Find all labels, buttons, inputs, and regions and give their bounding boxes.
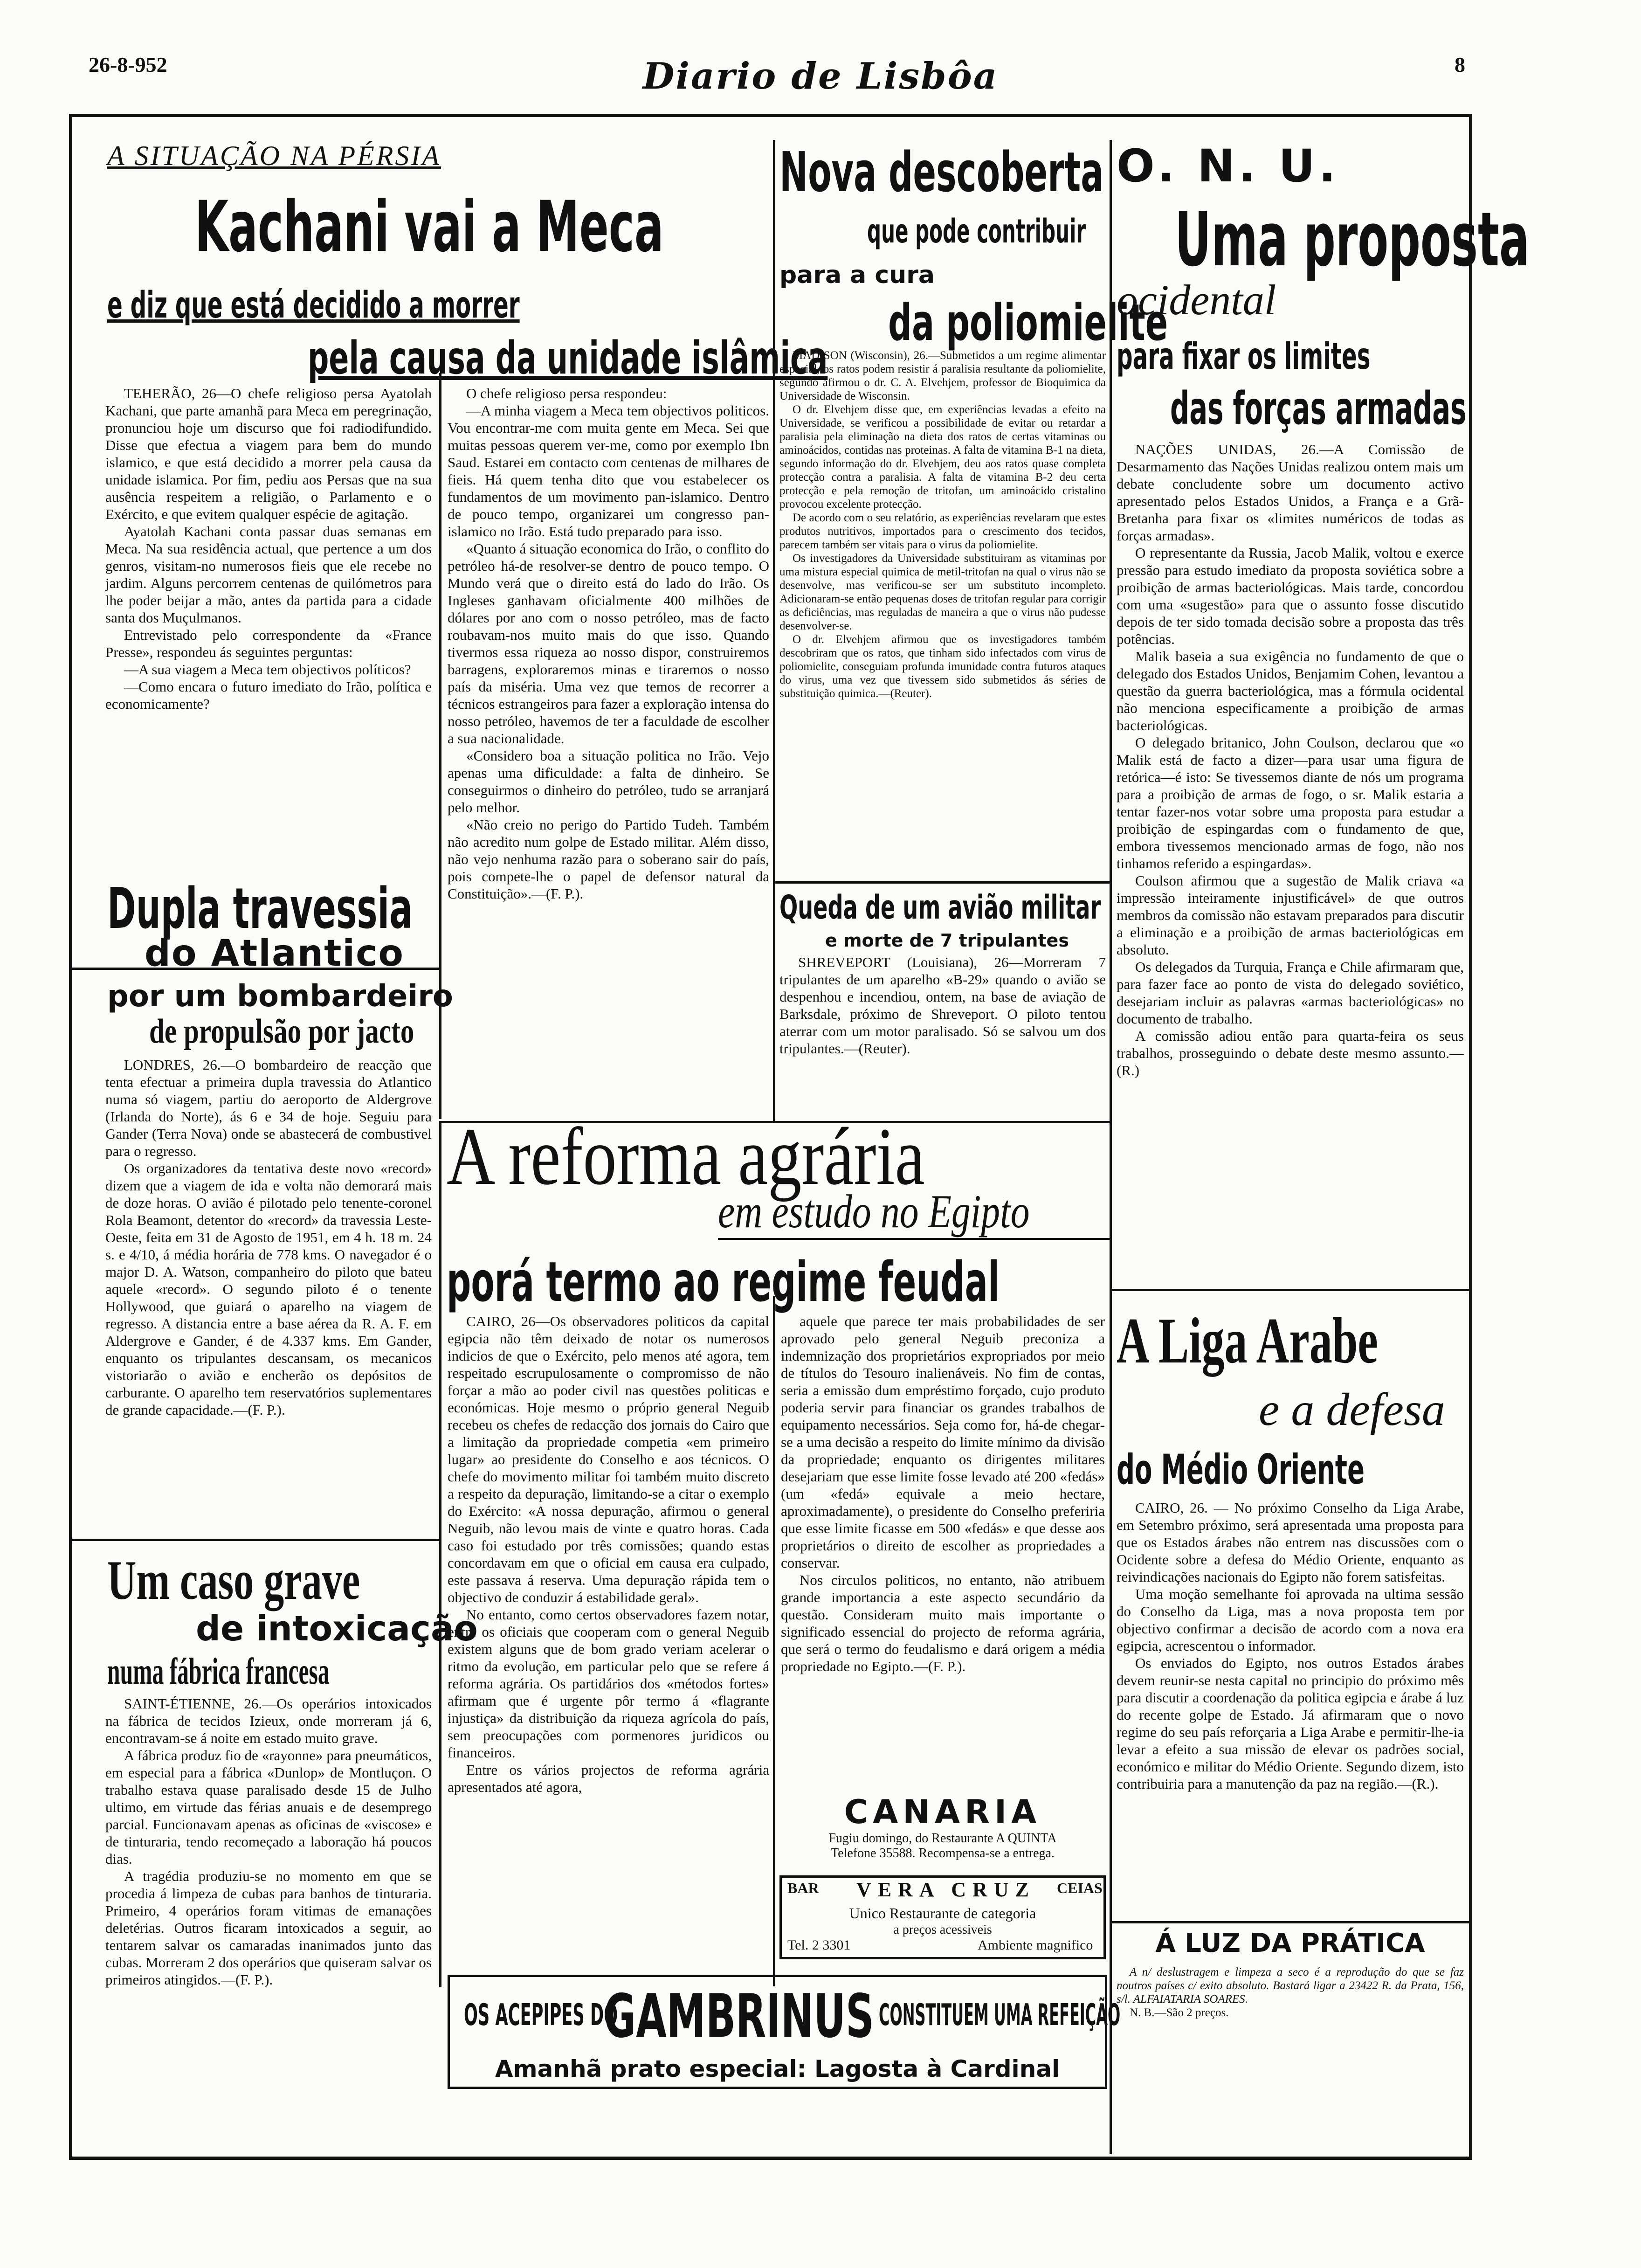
vera-cruz-bar: BAR <box>787 1880 819 1896</box>
gambrinus-left: OS ACEPIPES DO <box>464 1998 618 2033</box>
atlantic-headline-2: do Atlantico <box>145 933 404 975</box>
section-rule <box>1110 1921 1471 1923</box>
vera-cruz-line-2: a preços acessiveis <box>893 1922 992 1937</box>
section-rule <box>72 1539 441 1541</box>
pratica-title: Á LUZ DA PRÁTICA <box>1155 1928 1425 1958</box>
polio-headline-4: da poliomielite <box>888 294 1168 352</box>
onu-headline-4: das forças armadas <box>1170 382 1467 435</box>
persia-subhead-1: e diz que está decidido a morrer <box>107 284 520 326</box>
intox-headline-3: numa fábrica francesa <box>107 1651 330 1692</box>
canaria-title: CANARIA <box>844 1793 1041 1831</box>
reforma-headline-2: em estudo no Egipto <box>718 1185 1030 1238</box>
onu-headline-1: Uma proposta <box>1175 196 1530 283</box>
reforma-headline-3: porá termo ao regime feudal <box>447 1250 1000 1314</box>
onu-headline-2: ocidental <box>1117 276 1276 324</box>
intox-headline-1: Um caso grave <box>107 1549 360 1611</box>
onu-kicker: O. N. U. <box>1117 140 1340 192</box>
reforma-headline-1: A reforma agrária <box>447 1111 925 1202</box>
reforma-column-2: aquele que parece ter mais probabilidades de ser aprovado pelo general Neguib preconiza a indemnização dos proprietários expropriados por meio de títulos do Tesouro inalienáveis. No fim de contas, seria a emissão dum empréstimo forçado, cujo produto poderia servir para financiar os grandes trabalhos de equipamento necessários. Seja como for, há-de chegar-se a uma decisão a respeito do limite mínimo da divisão da propriedade; enquanto os dirigentes militares desejariam que esse limite fosse levado até 200 «fedás» (um «fedá» equivale a meio hectare, aproximadamente), o presidente do Conselho preferiria que esse limite ficasse em 500 «fedás» e que desse aos proprietários o direito de escolher as propriedades a conservar. Nos circulos politicos, no entanto, não atribuem grande importancia a este aspecto secundário da questão. Consideram muito mais importante o significado essencial do projecto de reforma agrária, que será o termo do feudalismo e dará origem a média propriedade no Egipto.—(F. P.). <box>781 1313 1105 1674</box>
gambrinus-ad <box>448 1975 1121 2089</box>
section-rule <box>718 1238 1110 1240</box>
persia-column-1: TEHERÃO, 26—O chefe religioso persa Ayatolah Kachani, que parte amanhã para Meca em peregrinação, pronunciou hoje um discurso que foi radiodifundido. Disse que efectua a viagem para bem do mundo islamico, e que está decidido a morrer pela causa da unidade islamica. Por fim, pediu aos Persas que na sua ausência respeitem a religião, o Parlamento e o Exército, e que evitem qualquer espécie de agitação. Ayatolah Kachani conta passar duas semanas em Meca. Na sua residência actual, que pertence a um dos genros, visitam-no numerosos fieis que ele recebe no jardim. Alguns percorrem centenas de quilómetros para lhe poder beijar a mão, antes da partida para a cidade santa dos Muçulmanos. Entrevistado pelo correspondente da «France Presse», respondeu ás seguintes perguntas: —A sua viagem a Meca tem objectivos políticos? —Como encara o futuro imediato do Irão, política e economicamente? <box>105 385 432 712</box>
vera-cruz-ambiente: Ambiente magnifico <box>978 1937 1093 1953</box>
plane-headline: Queda de um avião militar <box>779 888 1101 927</box>
onu-headline-3: para fixar os limites <box>1117 336 1371 378</box>
polio-headline-2: que pode contribuir <box>867 212 1086 250</box>
atlantic-headline-1: Dupla travessia <box>107 877 413 941</box>
liga-headline-3: do Médio Oriente <box>1117 1445 1365 1494</box>
vera-cruz-ad <box>779 1875 1106 1959</box>
vera-cruz-tel: Tel. 2 3301 <box>787 1937 851 1953</box>
liga-headline-2: e a defesa <box>1259 1383 1445 1435</box>
plane-body: SHREVEPORT (Louisiana), 26—Morreram 7 tripulantes de um aparelho «B-29» quando o avião se despenhou e incendiou, ontem, na base de aviação de Barksdale, próximo de Shreveport. O piloto tentou aterrar com um motor paralisado. Só se salvou um dos tripulantes.—(Reuter). <box>779 954 1106 1057</box>
intox-body: SAINT-ÉTIENNE, 26.—Os operários intoxicados na fábrica de tecidos Izieux, onde morreram já 6, encontravam-se á noite em estado muito grave. A fábrica produz fio de «rayonne» para pneumáticos, em especial para a fábrica «Dunlop» de Montluçon. O trabalho estava quase paralisado desde 15 de Julho ultimo, em virtude das férias anuais e de desemprego parcial. Funcionavam apenas as oficinas de «viscose» e de tinturaria, tendo recomeçado a laboração há poucos dias. A tragédia produziu-se no momento em que se procedia á limpeza de cubas para banhos de tinturaria. Primeiro, 4 operários foram vitimas de emanações deletérias. Outros ficaram intoxicados a seguir, ao tentarem salvar os camaradas inanimados junto das cubas. Morreram 2 dos operários que quiseram salvar os primeiros atingidos.—(F. P.). <box>105 1695 432 1988</box>
persia-headline: Kachani vai a Meca <box>195 187 664 268</box>
liga-body: CAIRO, 26. — No próximo Conselho da Liga Arabe, em Setembro próximo, será apresentada uma proposta para que os Estados árabes não entrem nas discussões com o Ocidente sobre a defesa do Médio Oriente, enquanto as reivindicações nacionais do Egipto não forem satisfeitas. Uma moção semelhante foi aprovada na ultima sessão do Conselho da Liga, mas a nova proposta tem por objectivo confirmar a decisão de acordo com a nova era egipcia, acrescentou o informador. Os enviados do Egipto, nos outros Estados árabes devem reunir-se nesta capital no principio do próximo mês para discutir a coordenação da politica egipcia e árabe á luz do recente golpe de Estado. Já afirmaram que o novo regime do seu país reforçaria a Liga Arabe e permitir-lhe-ia levar a efeito a sua missão de elevar os padrões social, económico e militar do Médio Oriente. Segundo dizem, isto contribuiria para a manutenção da paz na região.—(R.). <box>1117 1500 1464 1792</box>
section-rule <box>773 881 1111 884</box>
atlantic-headline-4: de propulsão por jacto <box>149 1012 414 1051</box>
pratica-body: A n/ deslustragem e limpeza a seco é a reprodução do que se faz noutros países c/ exito absoluto. Bastará ligar a 23422 R. da Prata, 156, s/l. ALFAIATARIA SOARES. N. B.—São 2 preços. <box>1117 1966 1464 2019</box>
intox-headline-2: de intoxicação <box>196 1609 478 1649</box>
canaria-ad <box>779 1793 1106 1867</box>
column-rule <box>773 1296 775 1986</box>
canaria-line-1: Fugiu domingo, do Restaurante A QUINTA <box>828 1831 1057 1846</box>
gambrinus-name: GAMBRINUS <box>604 1982 874 2051</box>
polio-body: MADISON (Wisconsin), 26.—Submetidos a um regime alimentar especial, os ratos podem resistir á paralisia resultante da poliomielite, segundo afirmou o dr. C. A. Elvehjem, professor de Bioquimica da Universidade de Wisconsin. O dr. Elvehjem disse que, em experiências levadas a efeito na Universidade, se verificou a possibilidade de evitar ou retardar a paralisia pela eliminação na dieta dos ratos de certas vitaminas ou aminoácidos, contidas nas proteinas. A falta de vitamina B-1 na dieta, segundo informação do dr. Elvehjem, deu aos ratos quase completa protecção contra a paralisia. A falta de vitamina B-2 deu certa protecção e pela remoção de tritofan, um aminoácido cristalino provocou excelente protecção. De acordo com o seu relatório, as experiências revelaram que estes produtos nutritivos, importados para o crescimento dos tecidos, parecem também ser vitais para o virus da poliomielite. Os investigadores da Universidade substituiram as vitaminas por uma mistura especial quimica de metil-tritofan na qual o virus não se desenvolve, mas verificou-se ser um substituto incompleto. Adicionaram-se então pequenas doses de tritofan regular para corrigir as deficiências, mas reguladas de maneira a que o virus não pudesse desenvolver-se. O dr. Elvehjem afirmou que os investigadores também descobriram que os ratos, que tinham sido infectados com virus de poliomielite, conseguiam profunda imunidade contra futuros ataques do virus, uma vez que tivessem sido submetidos ás séries de substituição quimica.—(Reuter). <box>779 349 1106 700</box>
atlantic-headline-3: por um bombardeiro <box>107 979 453 1014</box>
polio-headline-1: Nova descoberta <box>779 140 1104 204</box>
issue-date: 26-8-952 <box>89 53 167 76</box>
canaria-line-2: Telefone 35588. Recompensa-se a entrega. <box>830 1846 1055 1860</box>
persia-subhead-2: pela causa da unidade islâmica <box>308 332 828 384</box>
reforma-column-1: CAIRO, 26—Os observadores politicos da capital egipcia não têm deixado de notar os numerosos indicios de que o Exército, pelo menos até agora, tem respeitado escrupulosamente o compromisso de não forçar a mão ao poder civil nas questões politicas e económicas. Hoje mesmo o próprio general Neguib recebeu os chefes de redacção dos jornais do Cairo que a limitação da propriedade competia «em primeiro lugar» ao presidente do Conselho e aos técnicos. O chefe do movimento militar foi também muito discreto a respeito da depuração, limitando-se a citar o exemplo do Exército: «A nossa depuração, afirmou o general Neguib, não levou mais de vinte e quatro horas. Cada caso foi estudado por três comissões; quando estas concordavam em que o oficial em causa era culpado, este passava á reserva. Uma depuração rápida tem o objectivo de conduzir á estabilidade geral». No entanto, como certos observadores fazem notar, entre os oficiais que cooperam com o general Neguib existem alguns que de bom grado veriam acelerar o ritmo da evolução, em particular pelo que se refere á reforma agrária. Os partidários dos «métodos fortes» afirmam que é urgente pôr termo á «flagrante injustiça» da distribuição da riqueza agrícola do país, sem preocupações com pormenores juridicos ou financeiros. Entre os vários projectos de reforma agrária apresentados até agora, <box>448 1313 769 1795</box>
atlantic-body: LONDRES, 26.—O bombardeiro de reacção que tenta efectuar a primeira dupla travessia do Atlantico numa só viagem, partiu do aeroporto de Aldergrove (Irlanda do Norte), ás 6 e 34 de hoje. Seguiu para Gander (Terra Nova) onde se abastecerá de combustivel para o regresso. Os organizadores da tentativa deste novo «record» dizem que a viagem de ida e volta não demorará mais de doze horas. O avião é pilotado pelo tenente-coronel Rola Beamont, detentor do «record» da travessia Leste-Oeste, feita em 31 de Agosto de 1951, em 4 h. 18 m. 24 s. e 4/10, á média horária de 778 kms. O navegador é o major D. A. Watson, companheiro do piloto que bateu aquele «record». O segundo piloto é o tenente Hollywood, que guiará o aparelho na viagem de regresso. A distancia entre a base aérea da R. A. F. em Aldergrove e Gander, é de 4.337 kms. Em Gander, enquanto os tripulantes descansam, os mecanicos vistoriarão o avião e encherão os depósitos de carburante. O aparelho tem reservatórios suplementares de grande capacidade.—(F. P.). <box>105 1057 432 1418</box>
vera-cruz-line-1: Unico Restaurante de categoria <box>849 1905 1036 1922</box>
gambrinus-right: CONSTITUEM UMA REFEIÇÃO <box>879 1998 1121 2033</box>
polio-headline-3: para a cura <box>779 261 935 289</box>
persia-kicker: A SITUAÇÃO NA PÉRSIA <box>107 140 441 171</box>
plane-subhead: e morte de 7 tripulantes <box>825 930 1069 951</box>
vera-cruz-name: VERA CRUZ <box>856 1878 1035 1901</box>
column-rule <box>773 140 775 1123</box>
section-rule <box>1110 1289 1471 1291</box>
masthead: Diario de Lisbôa <box>642 55 999 97</box>
gambrinus-line: Amanhã prato especial: Lagosta à Cardinal <box>495 2055 1060 2082</box>
onu-body: NAÇÕES UNIDAS, 26.—A Comissão de Desarmamento das Nações Unidas realizou ontem mais um debate concludente sobre um documento activo apresentado pelos Estados Unidos, a França e a Grã-Bretanha para fixar os «limites numéricos de todas as forças armadas». O representante da Russia, Jacob Malik, voltou e exerce pressão para estudo imediato da proposta soviética sobre a proibição de armas bacteriológicas. Mais tarde, concordou com uma «sugestão» para que o assunto fosse discutido depois de ter sido tomada decisão sobre a proposta das três potências. Malik baseia a sua exigência no fundamento de que o delegado dos Estados Unidos, Benjamim Cohen, levantou a questão da guerra bacteriológica, mas a fórmula ocidental não menciona especificamente a proibição de armas bacteriológicas. O delegado britanico, John Coulson, declarou que «o Malik está de facto a dizer—para usar uma figura de retórica—é isto: Se tivessemos diante de nós um programa para a proibição de armas de fogo, o sr. Malik estaria a tentar fazer-nos votar sobre uma proposta para estudar a proibição de espingardas com o fundamento de que, embora tivessemos mencionado armas de fogo, não nos tinhamos referido a espingardas». Coulson afirmou que a sugestão de Malik criava «a impressão inteiramente injustificável» de que outros membros da comissão não estavam preparados para discutir a eliminação e a proibição de armas bacteriológicas em absoluto. Os delegados da Turquia, França e Chile afirmaram que, para fazer face ao ponto de vista do delegado soviético, desejariam incluir as palavras «armas bacteriológicas» no documento de trabalho. A comissão adiou então para quarta-feira os seus trabalhos, prosseguindo o debate deste mesmo assunto.—(R.) <box>1117 441 1464 1079</box>
persia-column-2: O chefe religioso persa respondeu: —A minha viagem a Meca tem objectivos politicos. Vou encontrar-me com muita gente em Meca. Sei que muitas pessoas querem ver-me, como por exemplo Ibn Saud. Estarei em contacto com centenas de milhares de fieis. Há quem tenha dito que vou estabelecer os fundamentos de um movimento pan-islamico. Dentro de pouco tempo, organizarei um congresso pan-islamico no Irão. Está tudo preparado para isso. «Quanto á situação economica do Irão, o conflito do petróleo há-de resolver-se dentro de pouco tempo. O Mundo verá que o direito está do lado do Irão. Os Ingleses ganhavam oficialmente 400 milhões de dólares por ano com o nosso petróleo, mas de facto roubavam-nos muito mais do que isso. Quando tivermos essa riqueza ao nosso dispor, construiremos barragens, exploraremos minas e tiraremos o nosso país da miséria. Uma vez que temos de recorrer a técnicos estrangeiros para fazer a exploração intensa do nosso petróleo, havemos de ter a faculdade de escolher a sua nacionalidade. «Considero boa a situação politica no Irão. Vejo apenas uma dificuldade: a falta de dinheiro. Se conseguirmos o dinheiro do petróleo, tudo se arranjará pelo melhor. «Não creio no perigo do Partido Tudeh. Também não acredito num golpe de Estado militar. Além disso, não vejo nenhuma razão para o soberano sair do país, pois compete-lhe o papel de defensor natural da Constituição».—(F. P.). <box>448 385 769 902</box>
vera-cruz-ceias: CEIAS <box>1057 1880 1103 1896</box>
column-rule <box>1110 140 1112 2154</box>
page-number: 8 <box>1455 53 1465 76</box>
liga-headline-1: A Liga Arabe <box>1117 1305 1378 1377</box>
column-rule <box>439 1123 441 1987</box>
